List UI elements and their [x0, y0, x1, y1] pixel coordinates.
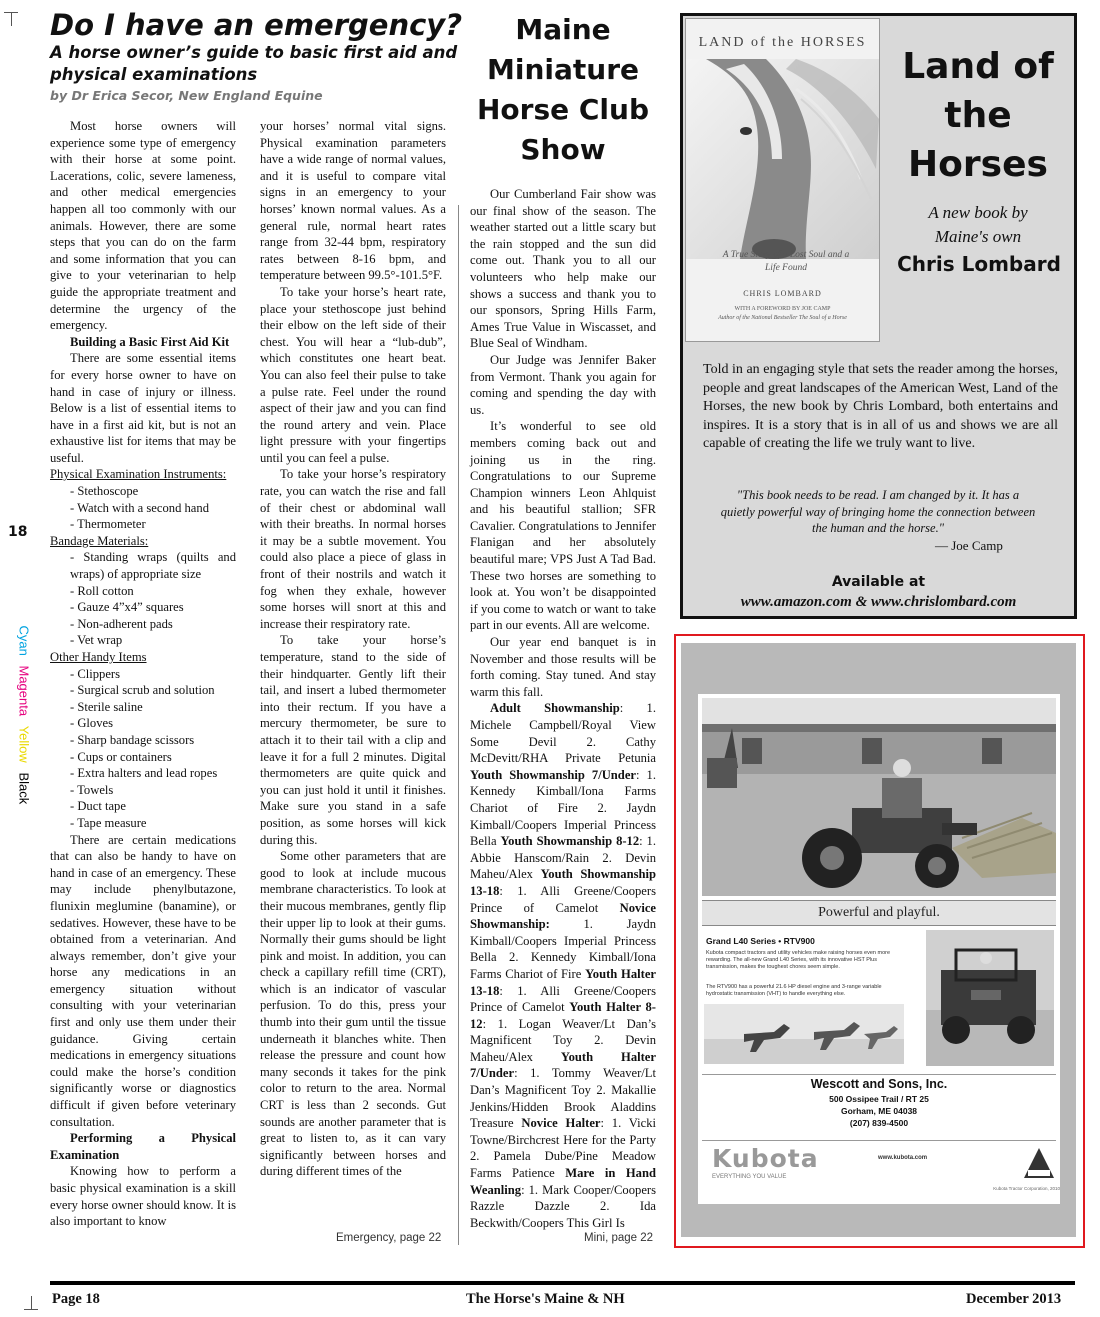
kubota-logo: Kubota [712, 1144, 819, 1173]
list-title-bandage: Bandage Materials: [50, 533, 149, 548]
dealer-city: Gorham, ME 04038 [840, 1106, 918, 1116]
list-item: - Sharp bandage scissors [70, 732, 195, 747]
article1-subtitle: A horse owner’s guide to basic first aid and physical examinations [50, 43, 458, 84]
color-magenta-label: Magenta [16, 665, 32, 717]
result-category: Adult Showmanship [490, 701, 620, 716]
list-item: - Duct tape [70, 799, 126, 814]
kubota-copy2: The RTV900 has a powerful 21.6 HP diesel engine and 3-range variable hydrostatic transmission (VHT) to handle everything else. [706, 984, 882, 997]
list-item: - Tape measure [70, 815, 147, 830]
footer-publication: The Horse's Maine & NH [466, 1291, 625, 1307]
article2-continued-link[interactable]: Mini, page 22 [584, 1232, 654, 1244]
result-text: : 1. Alli Greene/Coopers Prince of Camelot [470, 883, 656, 915]
article1-paragraph: There are some essential items for every horse owner to have on hand in case of injury or illness. Below is a list of essential items to have in a first aid kit, but is not an exhaustive list for items that may be useful. [50, 351, 236, 465]
result-category: Youth Halter 7/Under [470, 1049, 656, 1081]
crop-mark-bottom [24, 1296, 38, 1310]
list-item: - Thermometer [70, 517, 146, 532]
utility-vehicle-photo [926, 930, 1054, 1066]
cover-title: LAND of the HORSES [698, 35, 867, 50]
footer-date: December 2013 [966, 1291, 1062, 1307]
result-category: Youth Showmanship 8-12 [500, 834, 640, 849]
kubota-url[interactable]: www.kubota.com [878, 1155, 928, 1161]
article2-paragraph: It’s wonderful to see old members coming back out and joining us in the ring. Congratulations to our Supreme Champion winners Leon Ahlquist and his beautiful stallion; SFR Cavalier. Congratulations to Jennifer Flanigan and her absolutely beautiful mare; VPS Just A Tad Bad. These two horses are something to look at. You won’t be disappointed if you come to watch or want to take part in our events. All are welcome. [470, 419, 656, 633]
article2-paragraph: Our year end banquet is in November and those results will be forth coming. Stay tuned. And stay warm this fall. [470, 635, 656, 699]
result-category: Youth Halter 13-18 [470, 966, 656, 998]
article1-subheading: Performing a Physical Examination [50, 1131, 236, 1162]
article1-paragraph: To take your horse’s heart rate, place your stethoscope just behind their elbow on the left side of their chest. You will hear a “lub-dub”, which constitutes one heart beat. You can also feel their pulse to take a pulse rate. Feel under the round aspect of their jaw and you can find the round artery and vein. Place light pressure with your fingertips until you can feel a pulse. [260, 284, 446, 465]
article1-subheading: Building a Basic First Aid Kit [70, 334, 230, 349]
article1-paragraph: Some other parameters that are good to look at include mucous membrane characteristics. To look at their mucous membranes, gently flip their upper lip to look at their gums. Normally their gums should be light pink and moist. In addition, you can check a capillary refill time (CRT), which is an indicator of vascular perfusion. To do this, press your thumb into their gum until the tissue underneath it blanches white. Then release the pressure and count how many seconds it takes for the pink color to return to the area. Normal CRT is less than 2 seconds. Gut sounds are another parameter that is great to listen to, as it can vary significantly between horses and during different times of the [260, 849, 446, 1179]
list-item: - Standing wraps (quilts and wraps) of appropriate size [70, 550, 236, 582]
kubota-tagline: EVERYTHING YOU VALUE [712, 1174, 787, 1180]
column-divider [458, 205, 459, 1245]
result-text: : 1. Kennedy Kimball/Iona Farms Chariot of Fire 2. Jaydn Kimball/Coopers Imperial Princess Bella [470, 767, 657, 849]
article1-paragraph: Most horse owners will experience some type of emergency with their horse at some point. Lacerations, colic, severe lameness, and other medical emergencies happen all too commonly with our animals. However, there are some steps that you can do on the farm and some information that you can give to your veterinarian to help guide the appropriate treatment and determine the urgency of the emergency. [50, 119, 236, 333]
result-text: 1. Jaydn Kimball/Coopers Imperial Princess Bella 2. Kennedy Kimball/Iona Farms Chariot of Fire [470, 917, 656, 981]
book-tagline: A new book by Maine's own [928, 203, 1028, 246]
article1-paragraph: your horses’ normal vital signs. Physical examination parameters have a wide range of normal values, and it is useful to compare vital signs in an emergency to your horses’ known normal values. As a general rule, normal heart rates range from 32-44 bpm, respiratory rates between 8-16 bpm, and temperature between 99.5°-101.5°F. [260, 119, 446, 283]
book-description: Told in an engaging style that sets the reader among the horses, people and great landscapes of the American West, Land of the Horses, the new book by Chris Lombard, both entertains and inspires. It is a story that is in all of us and shows we are all capable of creating the life we truly want to live. [703, 362, 1058, 451]
list-title-other: Other Handy Items [50, 650, 147, 664]
kubota-divider [702, 1140, 1056, 1141]
article2-paragraph: Our Cumberland Fair show was our final show of the season. The weather started out a little scary but the rain stopped and the sun did come out. Thank you to all our volunteers who help make our shows a success and thank you to our sponsors, Spring Hills Farm, Ames True Value in Wiscasset, and Blue Seal of Windham. [470, 187, 656, 351]
kubota-ad[interactable] [681, 643, 1076, 1237]
result-text: : 1. Logan Weaver/Lt Dan’s Magnificent Toy 2. Devin Maheu/Alex [470, 1016, 656, 1064]
result-text: : 1. Michele Campbell/Royal View Some Devil 2. Cathy McDevitt/RHA Private Petunia [470, 701, 657, 766]
horse-head-photo [686, 59, 879, 259]
result-category: Youth Showmanship 13-18 [470, 867, 656, 898]
book-cover [685, 18, 880, 342]
book-ad [680, 13, 1077, 619]
color-cyan-label: Cyan [16, 625, 32, 656]
article2-paragraph: Our Judge was Jennifer Baker from Vermont. Thank you again for coming and spending the day with us. [470, 352, 656, 417]
list-item: - Extra halters and lead ropes [70, 766, 218, 781]
list-item: - Cups or containers [70, 749, 172, 764]
cover-foreword: WITH A FOREWORD BY JOE CAMP [734, 306, 831, 312]
result-category: Mare in Hand Weanling [470, 1166, 656, 1197]
book-author: Chris Lombard [897, 252, 1061, 276]
article1-continued-link[interactable]: Emergency, page 22 [336, 1232, 442, 1244]
cover-foreword-note: Author of the National Bestseller The Soul of a Horse [718, 315, 847, 321]
show-results [470, 700, 656, 1231]
kubota-copyright: Kubota Tractor Corporation, 2010 [993, 1186, 1060, 1191]
kubota-copy1: Kubota compact tractors and utility vehicles make raising horses even more rewarding. The all-new Grand L40 Series, with its innovative HST Plus transmission, makes the toughest chores seem simple. [706, 950, 891, 970]
footer-rule [50, 1281, 1075, 1285]
footer-page: Page 18 [52, 1291, 100, 1307]
kubota-ad-panel [698, 694, 1060, 1204]
running-horses-photo [704, 1004, 904, 1064]
article1-paragraph: There are certain medications that can also be handy to have on hand in case of an emergency. These may include phenylbutazone, flunixin meglumine (banamine), or sedatives. However, these have to be obtained from a veterinarian. And always remember, don’t give your horse any medications in an emergency situation without consulting with your veterinarian first and only use them under their guidance. Giving certain medications in emergency situations could make the horse’s condition significantly worse or diagnostics difficult if given before veterinary consultation. [50, 832, 236, 1129]
article1-byline: by Dr Erica Secor, New England Equine [50, 88, 323, 103]
list-item: - Roll cotton [70, 583, 134, 598]
list-item: - Surgical scrub and solution [70, 683, 215, 698]
article1-title: Do I have an emergency? [50, 8, 463, 42]
result-text: : 1. Mark Cooper/Coopers Razzle Dazzle 2. Ida Beckwith/Coopers This Girl Is [470, 1182, 656, 1230]
book-available-label: Available at [831, 574, 926, 590]
list-item: - Vet wrap [70, 633, 123, 648]
article1-column1 [50, 118, 236, 1230]
list-title-instruments: Physical Examination Instruments: [50, 467, 227, 482]
list-item: - Gauze 4”x4” squares [70, 600, 184, 615]
article2-title: Maine Miniature Horse Club Show [476, 13, 649, 166]
list-item: - Clippers [70, 666, 121, 681]
result-category: Novice Showmanship: [470, 900, 656, 932]
article1-column2 [260, 118, 446, 1180]
result-text: : 1. Tommy Weaver/Lt Dan’s Magnificent Toy 2. Makallie Jenkins/Hidden Brook Aladdins Treasure [470, 1066, 656, 1131]
list-item: - Watch with a second hand [70, 500, 209, 515]
kubota-headline: Powerful and playful. [702, 900, 1056, 926]
kubota-divider [702, 1074, 1056, 1075]
book-quote-author: — Joe Camp [935, 538, 1003, 553]
dealer-name: Wescott and Sons, Inc. [810, 1077, 948, 1091]
cover-tagline: A True Story of a Lost Soul and a Life Found [722, 250, 850, 273]
article1-paragraph: Knowing how to perform a basic physical examination is a skill every horse owner should know. It is also important to know [50, 1164, 236, 1229]
book-links[interactable]: www.amazon.com & www.chrislombard.com [740, 594, 1017, 610]
list-item: - Sterile saline [70, 699, 143, 714]
result-category: Novice Halter [521, 1116, 601, 1131]
tractor-photo [702, 698, 1056, 896]
cover-author: CHRIS LOMBARD [743, 289, 822, 298]
list-item: - Towels [70, 782, 114, 797]
safety-icon [1022, 1146, 1056, 1180]
color-yellow-label: Yellow [16, 725, 32, 763]
article1-paragraph: To take your horse’s respiratory rate, you can watch the rise and fall of their chest or abdominal wall with their breaths. In normal horses it may be a subtle movement. You could also place a piece of glass in front of their nostrils and watch it fog when they exhale, however some horses will snort at this and increase their respiratory rate. [260, 467, 446, 631]
result-text: : 1. Vicki Towne/Birchcrest Here for the Party 2. Pamela Dube/Pine Meadow Farms Patience [470, 1116, 656, 1181]
result-category: Youth Halter 8-12 [470, 1000, 656, 1031]
kubota-models: Grand L40 Series • RTV900 [706, 936, 815, 946]
book-quote: "This book needs to be read. I am changed by it. It has a quietly powerful way of bringing home the connection between the human and the horse." [720, 488, 1036, 535]
result-category: Youth Showmanship 7/Under [470, 767, 636, 782]
dealer-phone: (207) 839-4500 [849, 1118, 909, 1128]
color-registration-strip [16, 625, 32, 805]
color-black-label: Black [16, 772, 32, 805]
margin-page-number: 18 [8, 524, 28, 540]
list-item: - Gloves [70, 716, 114, 731]
crop-mark-top [4, 12, 18, 26]
dealer-address: 500 Ossipee Trail / RT 25 [829, 1094, 929, 1104]
article2-column [470, 186, 656, 1231]
result-text: : 1. Abbie Hanscom/Rain 2. Devin Maheu/Alex [470, 834, 656, 882]
list-item: - Stethoscope [70, 484, 139, 499]
list-item: - Non-adherent pads [70, 616, 173, 631]
article1-paragraph: To take your horse’s temperature, stand to the side of their hindquarter. Gently lift their tail, and insert a lubed thermometer into their rectum. If you have a mercury thermometer, be sure to attach it to their tail with a clip and leave it for a full 2 minutes. Digital thermometers are quite quick and you can just hold it until it finishes. Make sure you stand in a safe position, as some horses will kick during this. [260, 633, 446, 847]
book-headline: Land of the Horses [902, 46, 1054, 185]
result-text: : 1. Alli Greene/Coopers Prince of Camelot [470, 983, 656, 1015]
